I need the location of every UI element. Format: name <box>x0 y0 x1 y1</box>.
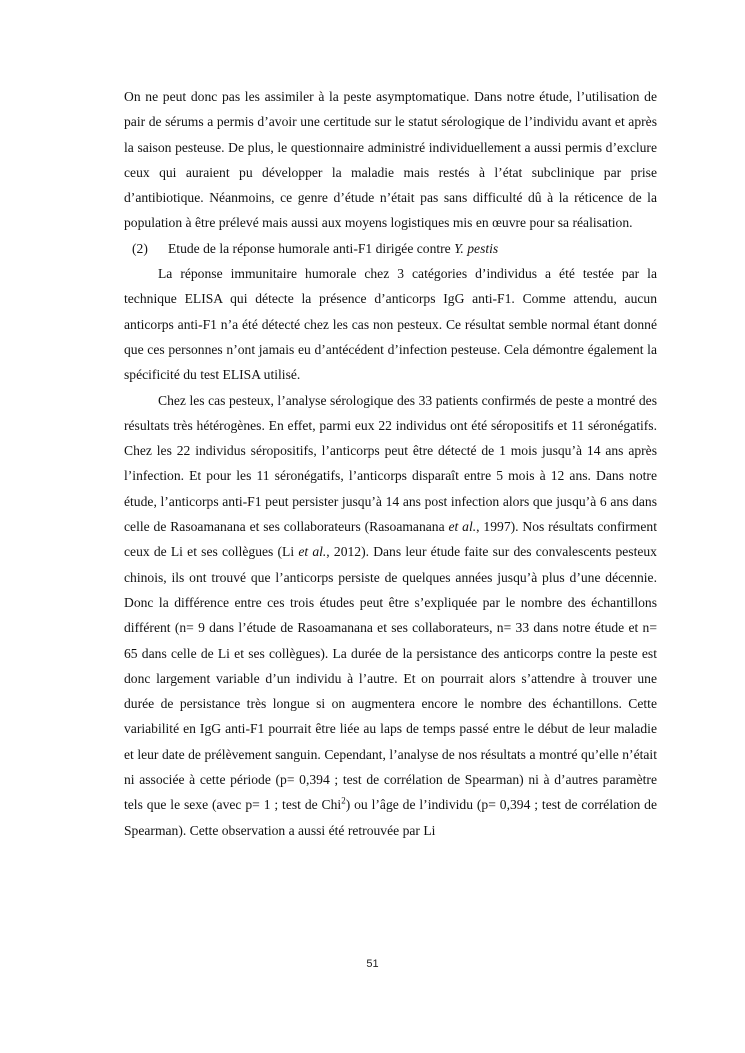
paragraph-3-part-3: , 2012). Dans leur étude faite sur des convalescents pesteux chinois, ils ont trouvé que l’anticorps persiste de quelques années jusqu’à plus d’une décennie. Donc la différence entre ces trois études peut être s’expliquée par le nombre des échantillons différent (n= 9 dans l’étude de Rasoamanana et ses collaborateurs, n= 33 dans notre étude et n= 65 dans celle de Li et ses collègues). La durée de la persistance des anticorps contre la peste est donc largement variable d’un individu à l’autre. Et on pourrait alors s’attendre à trouver une durée de persistance très longue si on augmentera encore le nombre des échantillons. Cette variabilité en IgG anti-F1 pourrait être liée au laps de temps passé entre le début de leur maladie et leur date de prélèvement sanguin. Cependant, l’analyse de nos résultats a montré qu’elle n’était ni associée à cette période (p= 0,394 ; test de corrélation de Spearman) ni à d’autres paramètre tels que le sexe (avec p= 1 ; test de Chi <box>124 544 657 813</box>
section-heading <box>124 236 657 261</box>
section-title: Etude de la réponse humorale anti-F1 dirigée contre <box>168 240 455 256</box>
paragraph-3 <box>124 388 657 843</box>
document-body <box>124 84 657 843</box>
paragraph-3-part-1: Chez les cas pesteux, l’analyse sérologique des 33 patients confirmés de peste a montré des résultats très hétérogènes. En effet, parmi eux 22 individus ont été séropositifs et 11 séronégatifs. Chez les 22 individus séropositifs, l’anticorps peut être détecté de 1 mois jusqu’à 14 ans après l’infection. Et pour les 11 séronégatifs, l’anticorps disparaît entre 5 mois à 12 ans. Dans notre étude, l’anticorps anti-F1 peut persister jusqu’à 14 ans post infection alors que jusqu’à 6 ans dans celle de Rasoamanana et ses collaborateurs (Rasoamanana <box>124 392 657 535</box>
superscript: 2 <box>341 795 346 806</box>
paragraph-3-part-2: , 1997). Nos résultats confirment ceux de Li et ses collègues (Li <box>124 519 657 560</box>
section-number: (2) <box>132 240 148 256</box>
paragraph-3-part-4: ) ou l’âge de l’individu (p= 0,394 ; test de corrélation de Spearman). Cette observation a aussi été retrouvée par Li <box>124 797 658 838</box>
paragraph-1: On ne peut donc pas les assimiler à la peste asymptomatique. Dans notre étude, l’utilisation de pair de sérums a permis d’avoir une certitude sur le statut sérologique de l’individu avant et après la saison pesteuse. De plus, le questionnaire administré individuellement a aussi permis d’exclure ceux qui auraient pu développer la maladie mais restés à l’état subclinique par prise d’antibiotique. Néanmoins, ce genre d’étude n’était pas sans difficulté dû à la réticence de la population à être prélevé mais aussi aux moyens logistiques mis en œuvre pour sa réalisation. <box>124 89 657 231</box>
species-name: Y. pestis <box>454 240 499 256</box>
citation-et-al-1: et al. <box>448 519 477 535</box>
citation-et-al-2: et al. <box>298 544 327 560</box>
page-number: 51 <box>366 958 379 970</box>
paragraph-2: La réponse immunitaire humorale chez 3 catégories d’individus a été testée par la technique ELISA qui détecte la présence d’anticorps IgG anti-F1. Comme attendu, aucun anticorps anti-F1 n’a été détecté chez les cas non pesteux. Ce résultat semble normal étant donné que ces personnes n’ont jamais eu d’antécédent d’infection pesteuse. Cela démontre également la spécificité du test ELISA utilisé. <box>124 266 657 383</box>
